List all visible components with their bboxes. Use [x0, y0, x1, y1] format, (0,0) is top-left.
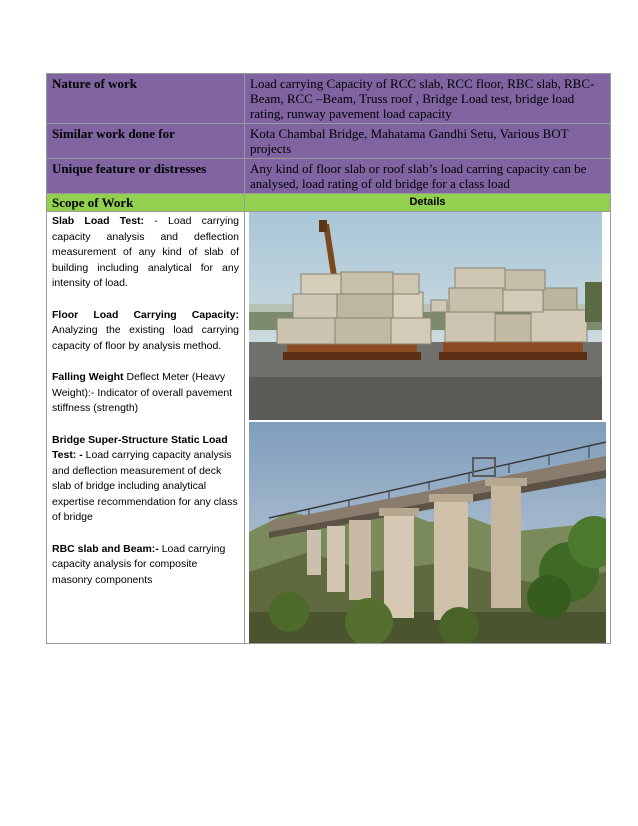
row-value-similar: Kota Chambal Bridge, Mahatama Gandhi Setu, Various BOT projects — [245, 124, 611, 159]
scope-item-text: Load carrying capacity analysis for composite masonry components — [52, 542, 226, 586]
scope-item-text: Load carrying capacity analysis and deflection measurement of deck slab of bridge including analytical expertise recommendation for any class of bridge — [52, 449, 238, 523]
scope-item — [52, 542, 239, 589]
header-row — [47, 194, 611, 212]
scope-item-text: Analyzing the existing load carrying capacity of floor by analysis method. — [52, 324, 239, 352]
scope-item-title: Bridge Super-Structure Static Load Test: - — [52, 433, 228, 461]
scope-header: Scope of Work — [47, 194, 245, 212]
table-row — [47, 74, 611, 124]
scope-item-title: Falling Weight — [52, 371, 124, 383]
scope-item — [52, 370, 239, 417]
details-header: Details — [245, 194, 611, 212]
photo-cell — [245, 212, 611, 644]
table-row — [47, 159, 611, 194]
scope-item-title: RBC slab and Beam:- — [52, 542, 159, 555]
scope-item-text: Deflect Meter (Heavy Weight):- Indicator of overall pavement stiffness (strength) — [52, 371, 233, 414]
scope-list — [47, 212, 245, 644]
row-label-unique: Unique feature or distresses — [47, 159, 245, 194]
content-row — [47, 212, 611, 644]
row-label-similar: Similar work done for — [47, 124, 245, 159]
scope-item-title: Slab Load Test: — [52, 215, 145, 227]
scope-item-text: - Load carrying capacity analysis and deflection measurement of any kind of slab of building including analytical for any intensity of load. — [52, 215, 239, 289]
row-value-unique: Any kind of floor slab or roof slab’s load carring capacity can be analysed, load rating of old bridge for a class load — [245, 159, 611, 194]
row-label-nature: Nature of work — [47, 74, 245, 124]
bridge-load-test-photo — [249, 422, 606, 643]
scope-item — [52, 433, 239, 526]
scope-item-title: Floor Load Carrying Capacity: — [52, 308, 239, 321]
scope-item — [52, 308, 239, 355]
row-value-nature: Load carrying Capacity of RCC slab, RCC floor, RBC slab, RBC-Beam, RCC –Beam, Truss roof , Bridge Load test, bridge load rating, runway pavement load capacity — [245, 74, 611, 124]
table-row — [47, 124, 611, 159]
slab-load-test-photo — [249, 212, 602, 420]
scope-table — [46, 73, 611, 644]
scope-item — [52, 214, 239, 292]
